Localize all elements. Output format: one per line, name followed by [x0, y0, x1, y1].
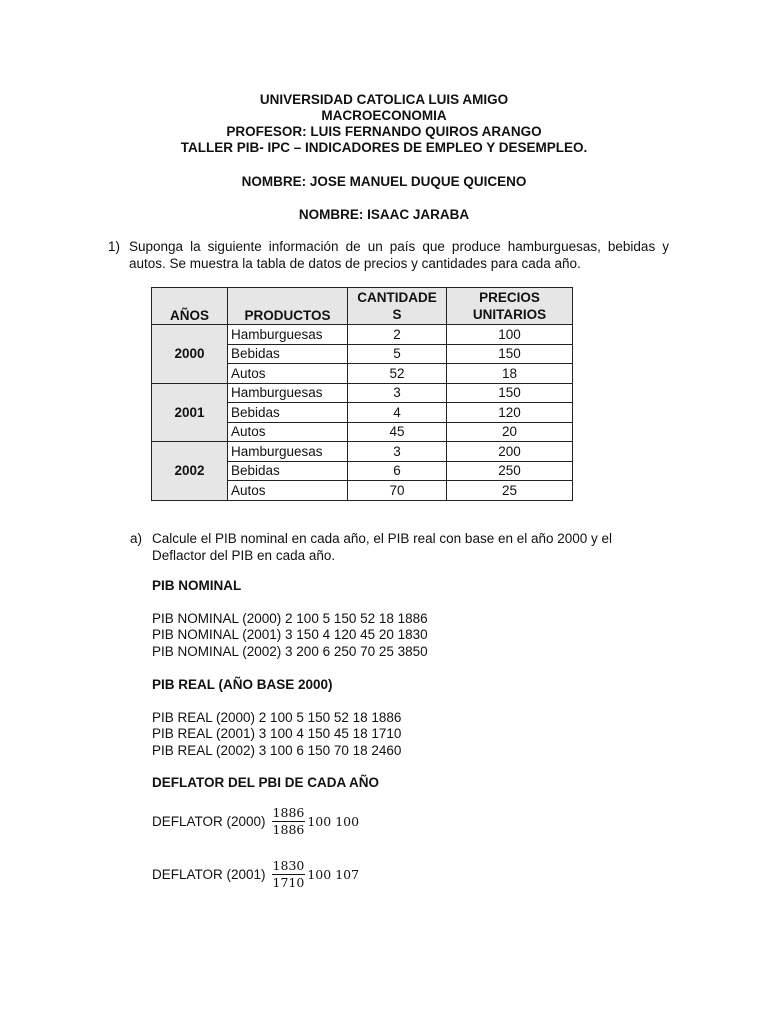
header-quantities [348, 288, 447, 325]
pib-nominal-line: PIB NOMINAL (2002) 3 200 6 250 70 25 3850 [152, 644, 428, 659]
pib-nominal-line: PIB NOMINAL (2000) 2 100 5 150 52 18 1886 [152, 611, 428, 626]
deflator-fraction [272, 859, 306, 890]
product-cell: Autos [228, 422, 348, 442]
pib-real-line: PIB REAL (2001) 3 100 4 150 45 18 1710 [152, 726, 402, 741]
header-years: AÑOS [152, 288, 228, 325]
deflator-label: DEFLATOR (2000) [152, 814, 266, 829]
header-prices-line1: PRECIOS [479, 290, 540, 305]
course-name: MACROECONOMIA [321, 108, 447, 123]
header-prices [447, 288, 573, 325]
student-name-2: NOMBRE: ISAAC JARABA [298, 207, 470, 222]
header-quantities-line2: S [392, 307, 402, 322]
qty-cell: 5 [348, 344, 447, 364]
price-cell: 150 [447, 344, 573, 364]
qty-cell: 45 [348, 422, 447, 442]
deflator-result: 100 107 [307, 867, 360, 882]
price-cell: 100 [447, 325, 573, 345]
qty-cell: 4 [348, 403, 447, 423]
workshop-title: TALLER PIB- IPC – INDICADORES DE EMPLEO Y DESEMPLEO. [180, 140, 588, 155]
product-cell: Bebidas [228, 461, 348, 481]
qty-cell: 52 [348, 364, 447, 384]
header-products: PRODUCTOS [228, 288, 348, 325]
price-cell: 120 [447, 403, 573, 423]
table-row [152, 442, 573, 462]
price-cell: 250 [447, 461, 573, 481]
year-cell: 2002 [152, 442, 228, 501]
header-quantities-line1: CANTIDADE [357, 290, 437, 305]
product-cell: Hamburguesas [228, 442, 348, 462]
product-cell: Hamburguesas [228, 383, 348, 403]
price-cell: 25 [447, 481, 573, 501]
fraction-numerator: 1830 [272, 858, 305, 873]
price-cell: 200 [447, 442, 573, 462]
deflator-result: 100 100 [307, 814, 360, 829]
pib-real-line: PIB REAL (2002) 3 100 6 150 70 18 2460 [152, 743, 402, 758]
deflator-2000 [152, 806, 359, 837]
professor-name: PROFESOR: LUIS FERNANDO QUIROS ARANGO [226, 124, 542, 139]
deflator-label: DEFLATOR (2001) [152, 867, 266, 882]
pib-real-line: PIB REAL (2000) 2 100 5 150 52 18 1886 [152, 710, 402, 725]
document-header [0, 92, 768, 156]
product-cell: Autos [228, 364, 348, 384]
fraction-denominator: 1886 [272, 822, 305, 837]
part-a-label: a) [130, 531, 143, 546]
data-table [151, 287, 573, 501]
price-cell: 18 [447, 364, 573, 384]
pib-nominal-title: PIB NOMINAL [152, 578, 242, 593]
table-row [152, 325, 573, 345]
header-prices-line2: UNITARIOS [472, 307, 547, 322]
table-header-row [152, 288, 573, 325]
deflator-fraction [272, 806, 306, 837]
qty-cell: 70 [348, 481, 447, 501]
product-cell: Hamburguesas [228, 325, 348, 345]
product-cell: Autos [228, 481, 348, 501]
year-cell: 2001 [152, 383, 228, 442]
product-cell: Bebidas [228, 344, 348, 364]
deflator-2001 [152, 859, 359, 890]
question-number: 1) [108, 239, 121, 254]
price-cell: 150 [447, 383, 573, 403]
student-name-1: NOMBRE: JOSE MANUEL DUQUE QUICENO [241, 174, 527, 189]
qty-cell: 3 [348, 383, 447, 403]
year-cell: 2000 [152, 325, 228, 384]
part-a-text: Calcule el PIB nominal en cada año, el PIB real con base en el año 2000 y el Deflactor del PIB en cada año. [152, 531, 613, 563]
deflator-title: DEFLATOR DEL PBI DE CADA AÑO [152, 775, 380, 790]
qty-cell: 3 [348, 442, 447, 462]
fraction-denominator: 1710 [272, 875, 305, 890]
product-cell: Bebidas [228, 403, 348, 423]
fraction-numerator: 1886 [272, 805, 305, 820]
qty-cell: 6 [348, 461, 447, 481]
university-name: UNIVERSIDAD CATOLICA LUIS AMIGO [259, 92, 509, 107]
pib-nominal-line: PIB NOMINAL (2001) 3 150 4 120 45 20 1830 [152, 627, 428, 642]
table-row [152, 383, 573, 403]
pib-real-title: PIB REAL (AÑO BASE 2000) [152, 677, 333, 692]
qty-cell: 2 [348, 325, 447, 345]
question-text: Suponga la siguiente información de un país que produce hamburguesas, bebidas y autos. Se muestra la tabla de datos de precios y cantidades para cada año. [129, 239, 669, 271]
price-cell: 20 [447, 422, 573, 442]
